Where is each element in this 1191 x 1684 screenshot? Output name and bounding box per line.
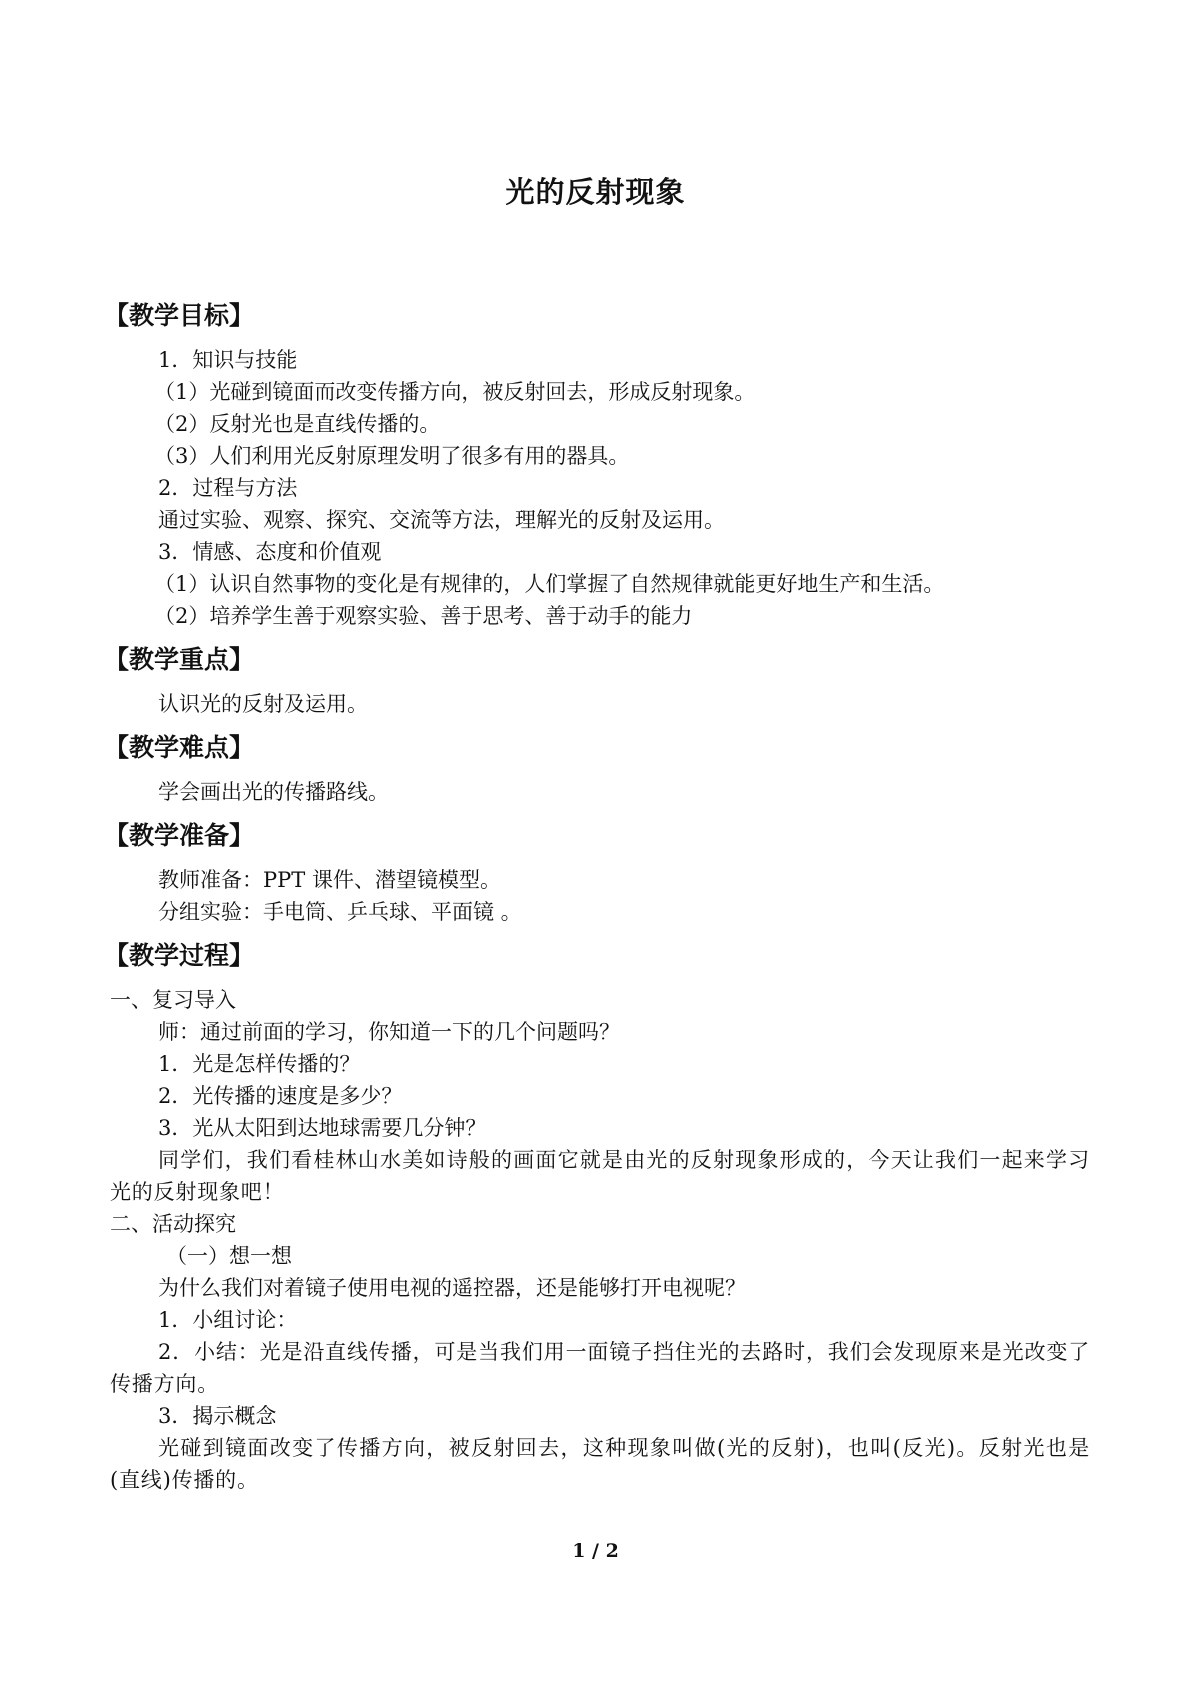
process-part2: 二、活动探究 — [110, 1212, 236, 1236]
key-points-heading: 【教学重点】 — [104, 645, 255, 674]
key-points-text: 认识光的反射及运用。 — [158, 692, 368, 716]
goals-sub1-item-1: （1）光碰到镜面而改变传播方向，被反射回去，形成反射现象。 — [154, 380, 756, 404]
goals-sub1-item-2: （2）反射光也是直线传播的。 — [154, 412, 441, 436]
preparation-group: 分组实验：手电筒、乒乓球、平面镜 。 — [158, 900, 522, 924]
goals-sub2-text: 通过实验、观察、探究、交流等方法，理解光的反射及运用。 — [158, 508, 725, 532]
process-sub-a: （一）想一想 — [166, 1244, 292, 1268]
goals-heading: 【教学目标】 — [104, 301, 255, 330]
process-question-1: 1．光是怎样传播的？ — [158, 1052, 361, 1076]
goals-sub3: 3．情感、态度和价值观 — [158, 540, 382, 564]
process-step-2: 2．小结：光是沿直线传播，可是当我们用一面镜子挡住光的去路时，我们会发现原来是光改变了传播方向。 — [110, 1340, 1090, 1396]
process-step-3: 3．揭示概念 — [158, 1404, 277, 1428]
document-body — [104, 300, 1090, 1496]
preparation-heading: 【教学准备】 — [104, 821, 255, 850]
goals-sub2: 2．过程与方法 — [158, 476, 298, 500]
page-title: 光的反射现象 — [505, 175, 686, 209]
goals-sub3-item-1: （1）认识自然事物的变化是有规律的，人们掌握了自然规律就能更好地生产和生活。 — [154, 572, 945, 596]
process-paragraph-1: 同学们，我们看桂林山水美如诗般的画面它就是由光的反射现象形成的，今天让我们一起来学习光的反射现象吧！ — [110, 1148, 1090, 1204]
process-question-3: 3．光从太阳到达地球需要几分钟？ — [158, 1116, 487, 1140]
goals-sub1-item-3: （3）人们利用光反射原理发明了很多有用的器具。 — [154, 444, 630, 468]
preparation-teacher: 教师准备：PPT 课件、潜望镜模型。 — [158, 868, 501, 892]
process-intro: 师：通过前面的学习，你知道一下的几个问题吗？ — [158, 1020, 620, 1044]
process-concept: 光碰到镜面改变了传播方向，被反射回去，这种现象叫做(光的反射)，也叫(反光)。反射光也是(直线)传播的。 — [110, 1436, 1090, 1492]
goals-sub1: 1．知识与技能 — [158, 348, 298, 372]
process-heading: 【教学过程】 — [104, 941, 255, 970]
process-question-2: 2．光传播的速度是多少？ — [158, 1084, 403, 1108]
process-question: 为什么我们对着镜子使用电视的遥控器，还是能够打开电视呢？ — [158, 1276, 746, 1300]
page-number: 1 / 2 — [572, 1540, 619, 1562]
process-step-1: 1．小组讨论： — [158, 1308, 298, 1332]
difficulties-text: 学会画出光的传播路线。 — [158, 780, 389, 804]
difficulties-heading: 【教学难点】 — [104, 733, 255, 762]
process-part1: 一、复习导入 — [110, 988, 236, 1012]
goals-sub3-item-2: （2）培养学生善于观察实验、善于思考、善于动手的能力 — [154, 604, 693, 628]
